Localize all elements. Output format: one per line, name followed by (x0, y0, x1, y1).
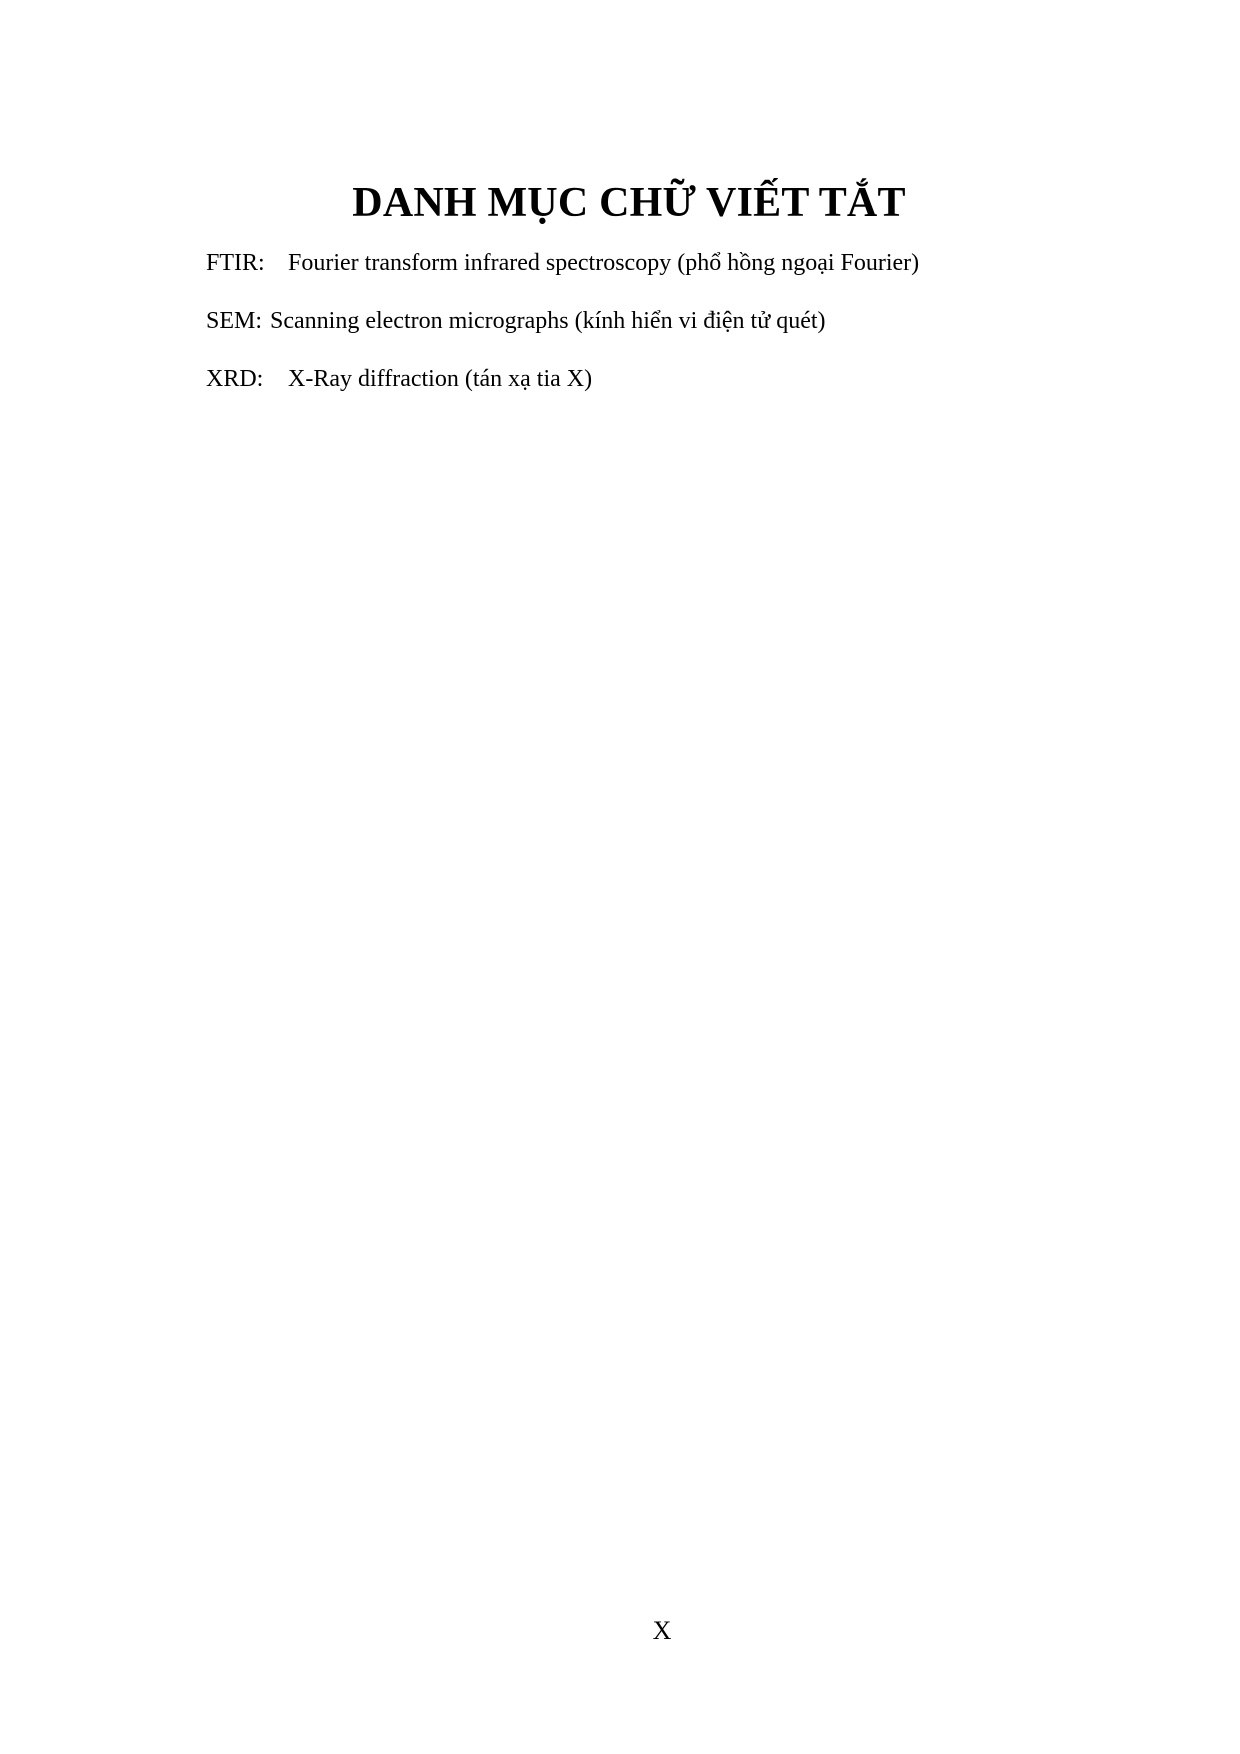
page-number: X (652, 1616, 672, 1645)
abbreviation-item-sem (206, 306, 919, 336)
abbreviation-definition: Fourier transform infrared spectroscopy (phổ hồng ngoại Fourier) (288, 250, 920, 276)
abbreviation-term: XRD: (206, 366, 264, 392)
abbreviation-definition: X-Ray diffraction (tán xạ tia X) (288, 366, 593, 392)
abbreviation-list (206, 248, 919, 422)
abbreviation-item-ftir (206, 248, 919, 278)
abbreviation-term: FTIR: (206, 250, 265, 276)
page-title: DANH MỤC CHỮ VIẾT TẮT (352, 180, 906, 226)
abbreviation-definition: Scanning electron micrographs (kính hiển vi điện tử quét) (270, 308, 826, 334)
abbreviation-term: SEM: (206, 308, 263, 334)
abbreviation-item-xrd (206, 364, 919, 394)
